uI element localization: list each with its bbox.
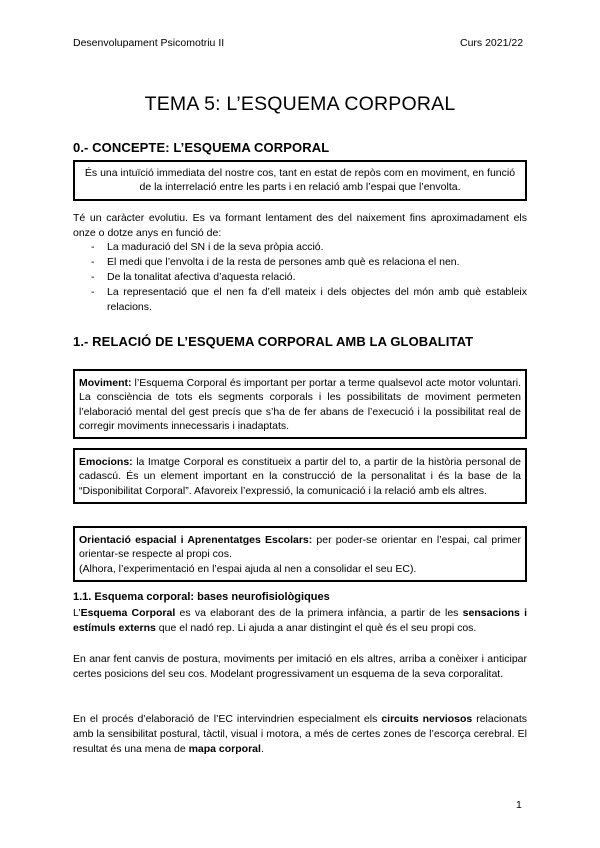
paragraph-1 [73,606,527,636]
box-moviment-label: Moviment: [79,377,132,389]
list-item: - La maduració del SN i de la seva pròpia acció. [73,240,527,255]
section-0-intro: Té un caràcter evolutiu. Es va formant lentament des del naixement fins aproximadament els onze o dotze anys en funció de: [73,212,527,239]
text-run: que el nadó rep. Li ajuda a anar distingint el què és el seu propi cos. [155,622,477,634]
list-item: - De la tonalitat afectiva d’aquesta relació. [73,270,527,285]
box-emocions-label: Emocions: [79,456,133,468]
text-run: relacionats amb la sensibilitat postural, tàctil, visual i motora, a més de certes zones de l’escorça cerebral. El resultat és una mena de [73,713,527,755]
box-moviment-text: l’Esquema Corporal és important per portar a terme qualsevol acte motor voluntari. La consciència de tots els segments corporals i les possibilitats de moviment permeten l’elaboració mental del gest precís que s’ha de fer abans de l’execució i la possibilitat real de corregir moviments innecessaris i inadaptats. [79,377,521,432]
section-1-heading: 1.- RELACIÓ DE L’ESQUEMA CORPORAL AMB LA GLOBALITAT [73,334,474,349]
development-factors-list [73,240,527,315]
section-0-heading: 0.- CONCEPTE: L’ESQUEMA CORPORAL [73,140,330,155]
box-orientacio-note: (Alhora, l’experimentació en l’espai ajuda al nen a consolidar el seu EC). [79,562,417,575]
bold-term: Esquema Corporal [80,607,176,619]
section-1-1-heading: 1.1. Esquema corporal: bases neurofisiològiques [73,591,330,603]
box-moviment [73,369,527,439]
box-emocions-text: la Imatge Corporal es constitueix a partir del to, a partir de la història personal de cadascú. És un element important en la construcció de la personalitat i és la base de la “Disponibilitat Corporal”. Afavoreix l’expressió, la comunicació i la relació amb els altres. [79,456,521,497]
text-run: L’ [73,607,81,619]
text-run: es va elaborant des de la primera infància, a partir de les [175,607,463,619]
page-number: 1 [516,799,522,811]
box-orientacio-text: per poder-se orientar en l’espai, cal primer orientar-se respecte al propi cos. [79,534,521,561]
bold-term: sensacions i estímuls externs [73,607,528,634]
header-course-year: Curs 2021/22 [460,37,524,49]
list-item: - La representació que el nen fa d’ell mateix i dels objectes del món amb què estableix relacions. [73,285,527,315]
list-item: - El medi que l’envolta i de la resta de persones amb què es relaciona el nen. [73,255,527,270]
box-orientacio [73,526,527,582]
definition-box: És una intuïció immediata del nostre cos, tant en estat de repòs com en moviment, en funció de la interrelació entre les parts i en relació amb l’espai que l’envolta. [73,160,527,201]
box-emocions [73,448,527,504]
paragraph-3 [73,712,527,757]
bold-term: mapa corporal [188,743,261,755]
text-run: . [260,743,264,755]
box-orientacio-label: Orientació espacial i Aprenentatges Escolars: [79,534,313,546]
header-course-name: Desenvolupament Psicomotriu II [73,37,225,49]
page-title: TEMA 5: L’ESQUEMA CORPORAL [144,93,456,115]
paragraph-2: En anar fent canvis de postura, moviments per imitació en els altres, arriba a conèixer i anticipar certes posicions del seu cos. Modelant progressivament un esquema de la seva corporalitat. [73,653,527,680]
bold-term: circuits nerviosos [381,713,473,725]
text-run: En el procés d’elaboració de l’EC intervindrien especialment els [73,713,382,725]
